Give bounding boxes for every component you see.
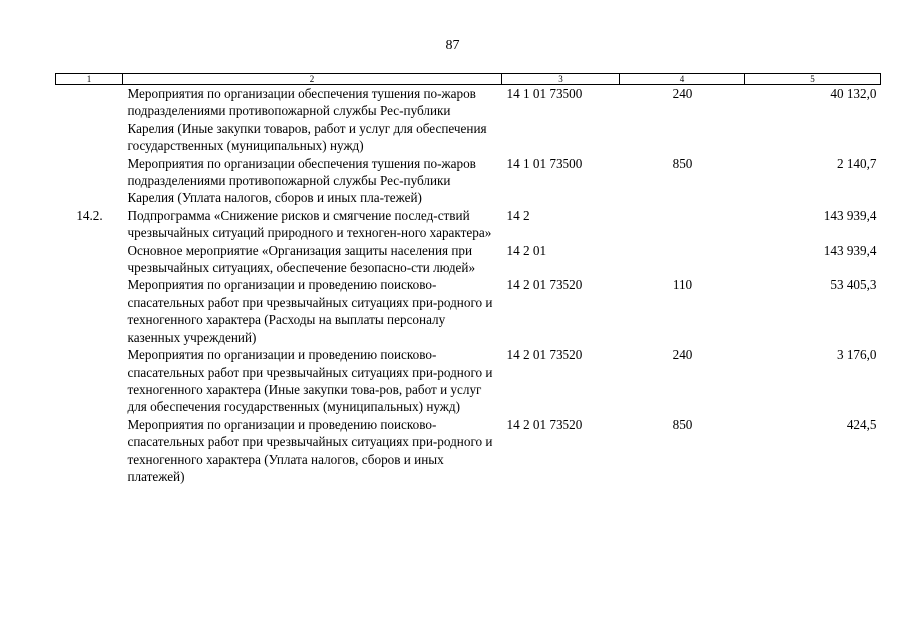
row-target-code: 14 2 [506,207,530,223]
row-name: Мероприятия по организации обеспечения тушения по-жаров подразделениями противопожарной службы Рес-публики Карелия (Иные закупки товаров, работ и услуг для обеспечения государственных (муниципальных) нужд) [127,86,487,154]
table-row [56,207,881,242]
row-expense-type: 850 [672,155,693,171]
row-expense-type: 240 [672,347,693,363]
row-amount: 143 939,4 [823,242,877,258]
table-body [56,85,881,486]
row-name: Мероприятия по организации обеспечения тушения по-жаров подразделениями противопожарной службы Рес-публики Карелия (Уплата налогов, сборов и иных пла-тежей) [127,155,476,206]
row-expense-type: 850 [672,416,693,432]
row-amount: 53 405,3 [830,277,877,293]
page-number: 87 [445,38,460,53]
row-expense-type [620,242,745,277]
budget-table [55,73,881,485]
table-row [56,155,881,207]
row-target-code: 14 2 01 73520 [506,416,583,432]
header-col-5: 5 [745,74,881,85]
row-name: Мероприятия по организации и проведению поисково-спасательных работ при чрезвычайных ситуациях при-родного и техногенного характера (Расходы на выплаты персоналу казенных учреждений) [127,277,493,345]
row-name: Подпрограмма «Снижение рисков и смягчение послед-ствий чрезвычайных ситуаций природного и техноген-ного характера» [127,207,492,241]
table-header [56,74,881,85]
row-number [56,346,123,416]
row-expense-type: 240 [672,86,693,101]
table-row [56,276,881,346]
header-row [56,74,881,85]
row-number: 14.2. [76,207,103,223]
row-amount: 2 140,7 [836,155,877,171]
row-number [56,155,123,207]
row-expense-type: 110 [672,277,693,293]
row-name: Мероприятия по организации и проведению поисково-спасательных работ при чрезвычайных ситуациях при-родного и техногенного характера (Иные закупки това-ров, работ и услуг для обеспечения государственных (муниципальных) нужд) [127,347,493,415]
row-target-code: 14 2 01 73520 [506,277,583,293]
header-col-3: 3 [502,74,620,85]
row-amount: 3 176,0 [836,347,877,363]
row-amount: 40 132,0 [830,86,877,101]
table-row [56,85,881,155]
header-col-4: 4 [620,74,745,85]
row-expense-type [620,207,745,242]
table-row [56,346,881,416]
header-col-2: 2 [123,74,502,85]
table-row [56,416,881,486]
row-number [56,242,123,277]
row-target-code: 14 2 01 73520 [506,347,583,363]
row-target-code: 14 1 01 73500 [506,155,583,171]
row-name: Мероприятия по организации и проведению поисково-спасательных работ при чрезвычайных ситуациях при-родного и техногенного характера (Уплата налогов, сборов и иных платежей) [127,416,493,484]
row-number [56,85,123,155]
table-row [56,242,881,277]
row-number [56,276,123,346]
row-amount: 424,5 [846,416,877,432]
row-number [56,416,123,486]
row-target-code: 14 1 01 73500 [506,86,583,101]
row-name: Основное мероприятие «Организация защиты населения при чрезвычайных ситуациях, обеспечение безопасно-сти людей» [127,242,476,276]
row-target-code: 14 2 01 [506,242,547,258]
header-col-1: 1 [56,74,123,85]
row-amount: 143 939,4 [823,207,877,223]
